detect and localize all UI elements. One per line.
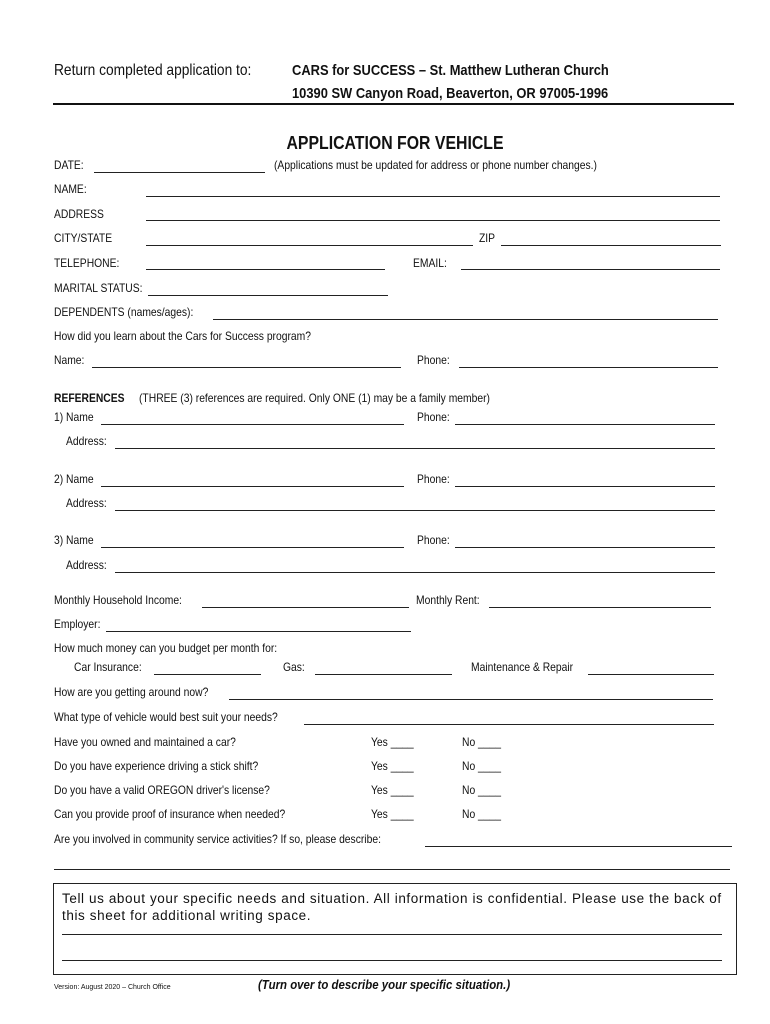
rent-label: Monthly Rent: <box>416 593 480 607</box>
ref1-name-label: 1) Name <box>54 410 94 424</box>
getting-around-field[interactable] <box>229 699 713 700</box>
org-name: CARS for SUCCESS – St. Matthew Lutheran Church <box>292 62 609 79</box>
ref2-name-label: 2) Name <box>54 472 94 486</box>
vehicle-type-question: What type of vehicle would best suit your needs? <box>54 710 278 724</box>
maintenance-label: Maintenance & Repair <box>471 660 574 674</box>
zip-label: ZIP <box>479 231 496 245</box>
address-label: ADDRESS <box>54 207 104 221</box>
community-question: Are you involved in community service activities? If so, please describe: <box>54 832 381 846</box>
ref2-phone-label: Phone: <box>417 472 450 486</box>
budget-question: How much money can you budget per month for: <box>54 641 278 655</box>
license-question: Do you have a valid OREGON driver's license? <box>54 783 270 797</box>
references-note: (THREE (3) references are required. Only ONE (1) may be a family member) <box>139 391 490 405</box>
situation-instructions: Tell us about your specific needs and situation. All information is confidential. Please use the back of this sheet for additional writing space. <box>62 891 722 923</box>
learn-name-label: Name: <box>54 353 85 367</box>
ref1-phone-label: Phone: <box>417 410 450 424</box>
employer-field[interactable] <box>106 631 411 632</box>
situation-line-2[interactable] <box>62 960 722 961</box>
getting-around-question: How are you getting around now? <box>54 685 209 699</box>
insurance-proof-no[interactable]: No ____ <box>462 807 502 821</box>
gas-label: Gas: <box>283 660 305 674</box>
form-title: APPLICATION FOR VEHICLE <box>286 133 504 153</box>
marital-status-field[interactable] <box>148 295 388 296</box>
turn-over-note: (Turn over to describe your specific situation.) <box>258 977 511 992</box>
learn-about-question: How did you learn about the Cars for Success program? <box>54 329 311 343</box>
city-state-label: CITY/STATE <box>54 231 113 245</box>
stick-shift-no[interactable]: No ____ <box>462 759 502 773</box>
insurance-proof-question: Can you provide proof of insurance when needed? <box>54 807 286 821</box>
community-field-line2[interactable] <box>54 869 730 870</box>
date-label: DATE: <box>54 158 84 172</box>
city-state-field[interactable] <box>146 245 473 246</box>
email-field[interactable] <box>461 269 720 270</box>
ref3-name-label: 3) Name <box>54 533 94 547</box>
address-field[interactable] <box>146 220 720 221</box>
learn-name-field[interactable] <box>92 367 401 368</box>
dependents-label: DEPENDENTS (names/ages): <box>54 305 194 319</box>
telephone-field[interactable] <box>146 269 385 270</box>
employer-label: Employer: <box>54 617 101 631</box>
name-field[interactable] <box>146 196 720 197</box>
name-label: NAME: <box>54 182 87 196</box>
ref3-phone-field[interactable] <box>455 547 715 548</box>
situation-box <box>53 883 737 975</box>
insurance-proof-yes[interactable]: Yes ____ <box>371 807 414 821</box>
maintenance-field[interactable] <box>588 674 714 675</box>
marital-status-label: MARITAL STATUS: <box>54 281 143 295</box>
owned-car-yes[interactable]: Yes ____ <box>371 735 414 749</box>
org-address: 10390 SW Canyon Road, Beaverton, OR 97005-1996 <box>292 85 609 102</box>
ref2-phone-field[interactable] <box>455 486 715 487</box>
ref1-name-field[interactable] <box>101 424 404 425</box>
learn-phone-label: Phone: <box>417 353 450 367</box>
ref3-address-field[interactable] <box>115 572 715 573</box>
ref2-address-label: Address: <box>66 496 107 510</box>
date-note: (Applications must be updated for address or phone number changes.) <box>274 158 597 172</box>
zip-field[interactable] <box>501 245 721 246</box>
stick-shift-question: Do you have experience driving a stick shift? <box>54 759 259 773</box>
references-heading: REFERENCES <box>54 391 125 405</box>
date-field[interactable] <box>94 172 265 173</box>
income-field[interactable] <box>202 607 409 608</box>
rent-field[interactable] <box>489 607 711 608</box>
header-divider <box>53 103 734 105</box>
stick-shift-yes[interactable]: Yes ____ <box>371 759 414 773</box>
return-to-label: Return completed application to: <box>54 62 252 79</box>
situation-line-1[interactable] <box>62 934 722 935</box>
ref2-address-field[interactable] <box>115 510 715 511</box>
ref2-name-field[interactable] <box>101 486 404 487</box>
ref3-name-field[interactable] <box>101 547 404 548</box>
owned-car-no[interactable]: No ____ <box>462 735 502 749</box>
email-label: EMAIL: <box>413 256 447 270</box>
vehicle-type-field[interactable] <box>304 724 714 725</box>
ref1-address-field[interactable] <box>115 448 715 449</box>
version-note: Version: August 2020 – Church Office <box>54 984 171 991</box>
license-yes[interactable]: Yes ____ <box>371 783 414 797</box>
owned-car-question: Have you owned and maintained a car? <box>54 735 236 749</box>
ref1-address-label: Address: <box>66 434 107 448</box>
license-no[interactable]: No ____ <box>462 783 502 797</box>
community-field[interactable] <box>425 846 732 847</box>
learn-phone-field[interactable] <box>459 367 718 368</box>
income-label: Monthly Household Income: <box>54 593 182 607</box>
car-insurance-field[interactable] <box>154 674 261 675</box>
dependents-field[interactable] <box>213 319 718 320</box>
telephone-label: TELEPHONE: <box>54 256 120 270</box>
ref3-phone-label: Phone: <box>417 533 450 547</box>
car-insurance-label: Car Insurance: <box>74 660 142 674</box>
ref3-address-label: Address: <box>66 558 107 572</box>
gas-field[interactable] <box>315 674 452 675</box>
ref1-phone-field[interactable] <box>455 424 715 425</box>
